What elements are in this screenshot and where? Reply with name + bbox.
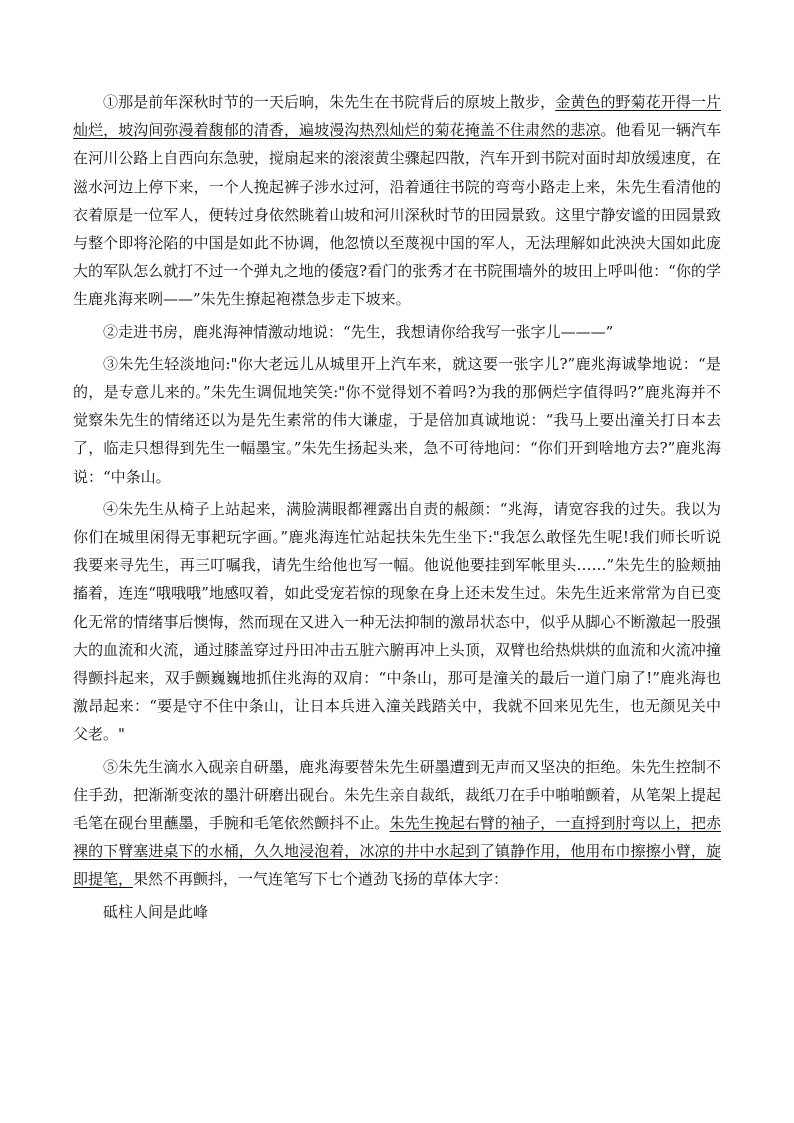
article-body (73, 88, 721, 926)
paragraph-1 (73, 88, 721, 314)
paragraph-1-underlined-sentence: 金黄色的野菊花开得一片灿烂，坡沟间弥漫着馥郁的清香，遍坡漫沟热烈灿烂的菊花掩盖不住肃然的悲凉 (73, 93, 721, 140)
paragraph-5 (73, 753, 721, 894)
paragraph-1-text-end: 。他看见一辆汽车在河川公路上自西向东急驶，搅扇起来的滚滚黄尘骤起四散，汽车开到书院对面时却放缓速度，在滋水河边上停下来，一个人挽起裤子涉水过河，沿着通往书院的弯弯小路走上来，朱先生看清他的衣着原是一位军人，便转过身依然眺着山坡和河川深秋时节的田园景致。这里宁静安谧的田园景致与整个即将沦陷的中国是如此不协调，他忽愤以至蔑视中国的军人，无法理解如此泱泱大国如此庞大的军队怎么就打不过一个弹丸之地的倭寇?看门的张秀才在书院围墙外的坡田上呼叫他：“你的学生鹿兆海来咧——”朱先生撩起袍襟急步走下坡来。 (73, 121, 721, 309)
paragraph-5-text-end: 果然不再颤抖，一气连笔写下七个遒劲飞扬的草体大字： (133, 870, 509, 889)
paragraph-4: ④朱先生从椅子上站起来，满脸满眼都裡露出自责的赧颜：“兆海，请宽容我的过失。我以为你们在城里闲得无事耙玩字画。”鹿兆海连忙站起扶朱先生坐下:"我怎么敢怪先生呢!我们师长听说我要来寻先生，再三叮嘱我，请先生给他也写一幅。他说他要挂到军帐里头……”朱先生的脸颊抽搐着，连连“哦哦哦”地感叹着，如此受宠若惊的现象在身上还未发生过。朱先生近来常常为自已变化无常的情绪事后懊悔，然而现在又进入一种无法抑制的激昂状态中，似乎从脚心不断激起一股强大的血流和火流，通过膝盖穿过丹田冲击五脏六腑再冲上头顶，双臂也给热烘烘的血流和火流冲撞得颤抖起来，双手颤巍巍地抓住兆海的双肩：“中条山，那可是潼关的最后一道门扇了!”鹿兆海也激昂起来：“要是守不住中条山，让日本兵进入潼关践踏关中，我就不回来见先生，也无颜见关中父老。" (73, 499, 721, 744)
poem-line: 砥柱人间是此峰 (103, 902, 209, 921)
paragraph-5-underlined-sentence: 朱先生挽起右臂的袖子，一直捋到肘弯以上，把赤裸的下臂塞进桌下的水桶，久久地浸泡着，冰凉的井中水起到了镇静作用，他用布巾擦擦小臂，旋即提笔， (73, 814, 721, 889)
paragraph-1-text-start: ①那是前年深秋时节的一天后晌，朱先生在书院背后的原坡上散步， (103, 93, 556, 111)
paragraph-5-text-start: ⑤朱先生滴水入砚亲自研墨，鹿兆海要替朱先生研墨遭到无声而又坚决的拒绝。朱先生控制不住手劲，把渐渐变浓的墨汁研磨出砚台。朱先生亲自裁纸，裁纸刀在手中啪啪颤着，从笔架上提起毛笔在砚台里蘸墨，手腕和毛笔依然颤抖不止。 (73, 757, 721, 833)
paragraph-3: ③朱先生轻淡地问:"你大老远儿从城里开上汽车来，就这要一张字儿?”鹿兆海诚挚地说：“是的，是专意儿来的。”朱先生调侃地笑笑:"你不觉得划不着吗?为我的那俩烂字值得吗?”鹿兆海并不觉察朱先生的情绪还以为是先生素常的伟大谦虚，于是倍加真诚地说：“我马上要出潼关打日本去了，临走只想得到先生一幅墨宝。”朱先生扬起头来，急不可待地问：“你们开到啥地方去?”鹿兆海说：“中条山。 (73, 354, 721, 486)
paragraph-2: ②走进书房，鹿兆海神情激动地说：“先生，我想请你给我写一张字儿———” (103, 322, 614, 341)
